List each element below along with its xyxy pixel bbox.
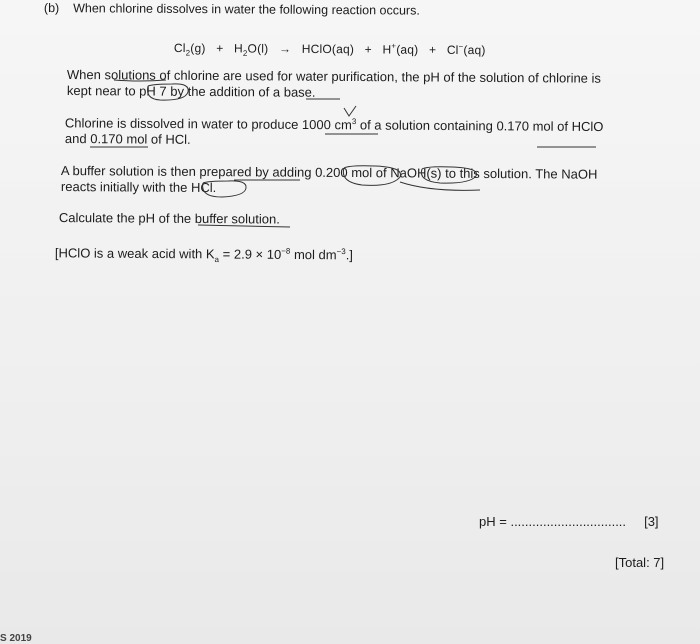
answer-field[interactable]: ................................ xyxy=(510,514,627,529)
ka-note: [HClO is a weak acid with $K_a = 2.9 \times 10^{-8}$ mol $dm^{-3}$.] xyxy=(54,245,354,265)
total-marks: [Total: 7] xyxy=(615,555,665,570)
task-instruction: Calculate the pH of the buffer solution. xyxy=(58,210,280,227)
paragraph-3-line-2: reacts initially with the HCl. xyxy=(60,179,217,196)
paragraph-1-line-1: When solutions of chlorine are used for water purification, the pH of the solution of chlorine is xyxy=(66,67,602,86)
marks: [3] xyxy=(644,514,659,529)
ink-bracket xyxy=(400,182,480,190)
paragraph-2-line-2: and 0.170 mol of HCl. xyxy=(64,131,191,147)
part-label: (b) xyxy=(43,1,60,16)
chemical-equation: $Cl_2(g)$ + $H_2O(l)$ → HClO(aq) + H+(aq) + Cl−(aq) xyxy=(173,40,486,58)
paragraph-1-line-2: kept near to pH 7 by the addition of a base. xyxy=(66,83,316,100)
intro-text: When chlorine dissolves in water the following reaction occurs. xyxy=(73,1,420,18)
paragraph-3-line-1: A buffer solution is then prepared by adding 0.200 mol of NaOH(s) to this solution. The NaOH xyxy=(60,163,598,182)
answer-label: pH = xyxy=(479,514,507,529)
answer-line xyxy=(479,514,659,529)
ink-tick-mark xyxy=(344,106,356,116)
reaction-arrow: → xyxy=(278,41,292,56)
question-intro xyxy=(44,1,420,18)
footer-code: S 2019 xyxy=(0,633,32,644)
paragraph-2-line-1: Chlorine is dissolved in water to produce 1000 $cm^3$ of a solution containing 0.170 mol of HClO xyxy=(64,115,604,135)
